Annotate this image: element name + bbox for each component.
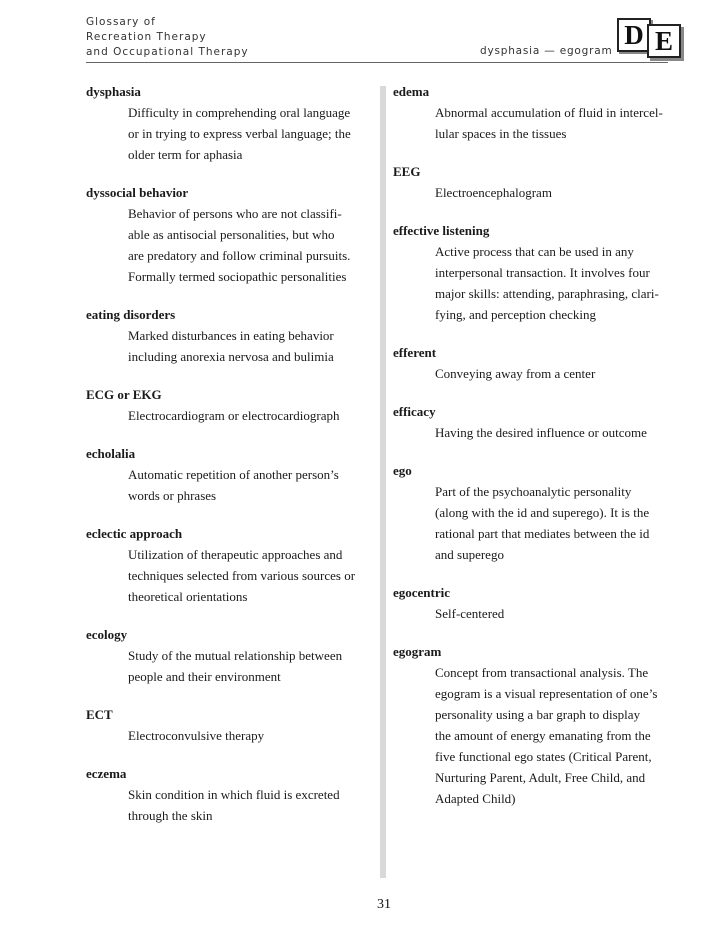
page-number: 31 [377,897,391,912]
entry-definition-line: Electroencephalogram [435,185,552,200]
entry-term: ego [393,463,412,478]
entry-definition-line: rational part that mediates between the id [435,526,650,541]
glossary-entry [86,304,376,367]
book-title [86,15,249,60]
entry-definition-line: or in trying to express verbal language; the [128,126,351,141]
entry-spacer [393,624,693,641]
entry-definition-line: Electroconvulsive therapy [128,728,265,743]
entry-definition-line: and superego [435,547,504,562]
entry-definition-line: Active process that can be used in any [435,244,634,259]
glossary-entry [393,81,693,144]
letter-tab-e: E [647,24,681,58]
entry-definition-line: five functional ego states (Critical Parent, [435,749,652,764]
glossary-entry [393,342,693,384]
entry-term: ECG or EKG [86,387,162,402]
glossary-entry [393,641,693,809]
entry-definition-line: through the skin [128,808,213,823]
entry-definition-line: people and their environment [128,669,281,684]
book-title-line: Recreation Therapy [86,31,207,43]
entry-definition-line: Marked disturbances in eating behavior [128,328,334,343]
right-column [393,81,693,809]
glossary-entry [86,624,376,687]
glossary-entry [86,704,376,746]
entry-definition-line: older term for aphasia [128,147,243,162]
glossary-entry [86,443,376,506]
entry-definition-line: words or phrases [128,488,217,503]
entry-definition-line: are predatory and follow criminal pursuits. [128,248,351,263]
glossary-entry [393,582,693,624]
entry-definition-line: Automatic repetition of another person’s [128,467,339,482]
entry-spacer [393,443,693,460]
entry-definition-line: including anorexia nervosa and bulimia [128,349,334,364]
entry-definition-line: egogram is a visual representation of one’s [435,686,658,701]
entry-definition-line: Behavior of persons who are not classifi- [128,206,342,221]
entry-definition-line: Difficulty in comprehending oral language [128,105,351,120]
entry-spacer [393,144,693,161]
entry-term: efferent [393,345,437,360]
entry-definition-line: the amount of energy emanating from the [435,728,651,743]
entry-definition-line: Nurturing Parent, Adult, Free Child, and [435,770,646,785]
entry-definition-line: Self-centered [435,606,505,621]
entry-definition-line: Having the desired influence or outcome [435,425,647,440]
entry-term: EEG [393,164,421,179]
entry-definition-line: (along with the id and superego). It is the [435,505,650,520]
left-column [86,81,376,826]
entry-spacer [393,203,693,220]
glossary-entry [393,161,693,203]
entry-term: egocentric [393,585,451,600]
glossary-entry [86,523,376,607]
entry-definition-line: Study of the mutual relationship between [128,648,343,663]
column-divider [380,86,386,878]
entry-definition-line: interpersonal transaction. It involves four [435,265,650,280]
glossary-entry [86,763,376,826]
entry-spacer [86,746,376,763]
entry-definition-line: theoretical orientations [128,589,248,604]
entry-spacer [393,384,693,401]
entry-definition-line: Adapted Child) [435,791,516,806]
entry-spacer [86,287,376,304]
entry-spacer [86,426,376,443]
entry-term: egogram [393,644,442,659]
entry-definition-line: techniques selected from various sources or [128,568,356,583]
header-rule [86,62,668,63]
entry-definition-line: fying, and perception checking [435,307,596,322]
entry-spacer [393,325,693,342]
entry-spacer [86,367,376,384]
glossary-entry [393,220,693,325]
entry-term: eclectic approach [86,526,183,541]
entry-definition-line: Utilization of therapeutic approaches and [128,547,343,562]
entry-range: dysphasia — egogram [480,45,613,57]
entry-spacer [86,165,376,182]
glossary-entry [86,182,376,287]
glossary-entry [393,401,693,443]
entry-definition-line: Skin condition in which fluid is excreted [128,787,340,802]
entry-term: dyssocial behavior [86,185,189,200]
entry-term: effective listening [393,223,490,238]
entry-term: echolalia [86,446,136,461]
entry-term: eating disorders [86,307,176,322]
entry-definition-line: Abnormal accumulation of fluid in intercel- [435,105,663,120]
entry-definition-line: Electrocardiogram or electrocardiograph [128,408,340,423]
book-title-line: Glossary of [86,16,156,28]
glossary-entry [86,81,376,165]
entry-definition-line: able as antisocial personalities, but who [128,227,335,242]
glossary-entry [86,384,376,426]
glossary-entry [393,460,693,565]
entry-definition-line: lular spaces in the tissues [435,126,567,141]
entry-term: efficacy [393,404,436,419]
entry-term: dysphasia [86,84,141,99]
book-title-line: and Occupational Therapy [86,46,249,58]
entry-term: edema [393,84,430,99]
entry-definition-line: Conveying away from a center [435,366,596,381]
entry-spacer [393,565,693,582]
entry-definition-line: Concept from transactional analysis. The [435,665,649,680]
entry-spacer [86,687,376,704]
entry-definition-line: major skills: attending, paraphrasing, clari- [435,286,659,301]
entry-term: ECT [86,707,113,722]
entry-spacer [86,506,376,523]
entry-term: eczema [86,766,127,781]
entry-definition-line: personality using a bar graph to display [435,707,641,722]
entry-term: ecology [86,627,128,642]
entry-spacer [86,607,376,624]
entry-definition-line: Part of the psychoanalytic personality [435,484,632,499]
entry-definition-line: Formally termed sociopathic personalities [128,269,347,284]
letter-tab-d: D [617,18,651,52]
